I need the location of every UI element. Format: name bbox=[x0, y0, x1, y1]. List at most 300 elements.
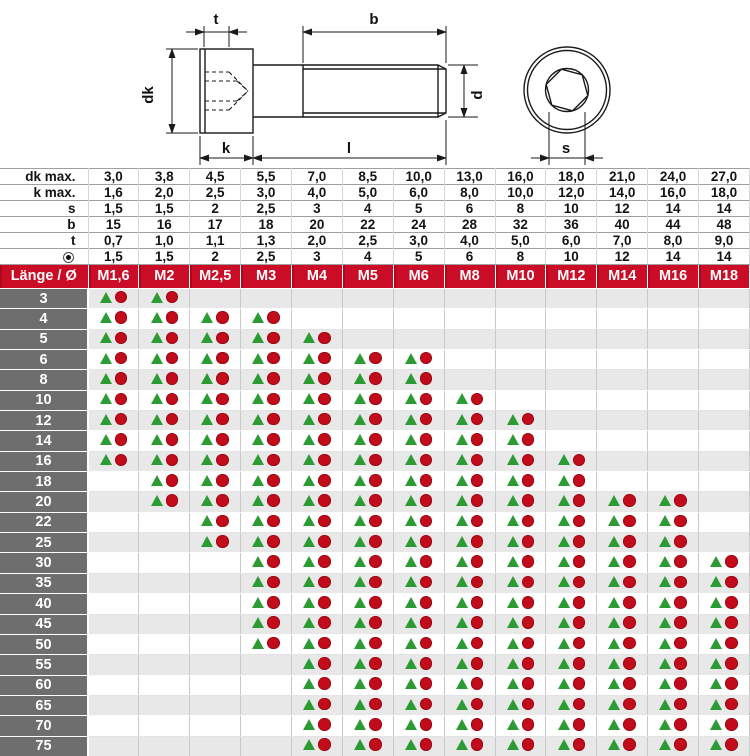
availability-cell bbox=[292, 472, 343, 492]
availability-cell bbox=[495, 411, 546, 431]
availability-cell bbox=[648, 553, 699, 573]
spec-value: 10 bbox=[546, 249, 597, 265]
triangle-icon bbox=[507, 617, 519, 628]
availability-marks bbox=[405, 657, 433, 670]
availability-marks bbox=[507, 637, 535, 650]
availability-marks bbox=[252, 576, 280, 589]
circle-icon bbox=[318, 332, 331, 345]
availability-cell bbox=[495, 736, 546, 756]
availability-marks bbox=[507, 698, 535, 711]
availability-marks bbox=[558, 718, 586, 731]
circle-icon bbox=[318, 433, 331, 446]
triangle-icon bbox=[151, 434, 163, 445]
circle-icon bbox=[318, 698, 331, 711]
availability-cell bbox=[292, 736, 343, 756]
triangle-icon bbox=[354, 739, 366, 750]
length-row-header: 65 bbox=[0, 695, 88, 715]
spec-value: 12 bbox=[597, 249, 648, 265]
availability-marks bbox=[659, 596, 687, 609]
availability-marks bbox=[710, 657, 738, 670]
dim-label-b: b bbox=[369, 11, 379, 28]
triangle-icon bbox=[659, 576, 671, 587]
availability-marks bbox=[558, 474, 586, 487]
availability-marks bbox=[252, 454, 280, 467]
length-row bbox=[0, 533, 750, 553]
triangle-icon bbox=[303, 454, 315, 465]
availability-cell bbox=[495, 675, 546, 695]
availability-marks bbox=[456, 738, 484, 751]
availability-marks bbox=[608, 535, 636, 548]
circle-icon bbox=[471, 433, 484, 446]
availability-marks bbox=[507, 494, 535, 507]
triangle-icon bbox=[456, 678, 468, 689]
length-row bbox=[0, 655, 750, 675]
circle-icon bbox=[216, 393, 229, 406]
availability-cell bbox=[241, 411, 292, 431]
circle-icon bbox=[674, 698, 687, 711]
circle-icon bbox=[573, 535, 586, 548]
spec-value: 5 bbox=[393, 201, 444, 217]
availability-marks bbox=[252, 311, 280, 324]
circle-icon bbox=[623, 616, 636, 629]
availability-cell bbox=[648, 431, 699, 451]
availability-cell bbox=[495, 614, 546, 634]
triangle-icon bbox=[710, 576, 722, 587]
availability-cell bbox=[241, 512, 292, 532]
availability-cell bbox=[699, 716, 750, 736]
availability-marks bbox=[405, 698, 433, 711]
availability-cell bbox=[495, 390, 546, 410]
length-row bbox=[0, 309, 750, 329]
circle-icon bbox=[115, 291, 128, 304]
circle-icon bbox=[369, 393, 382, 406]
spec-value: 3,8 bbox=[139, 169, 190, 185]
circle-icon bbox=[369, 718, 382, 731]
triangle-icon bbox=[507, 699, 519, 710]
spec-value: 18,0 bbox=[699, 185, 750, 201]
circle-icon bbox=[318, 494, 331, 507]
availability-cell bbox=[546, 736, 597, 756]
triangle-icon bbox=[608, 597, 620, 608]
circle-icon bbox=[573, 677, 586, 690]
availability-cell bbox=[139, 451, 190, 471]
availability-cell bbox=[241, 350, 292, 370]
availability-cell bbox=[495, 553, 546, 573]
circle-icon bbox=[369, 555, 382, 568]
triangle-icon bbox=[456, 434, 468, 445]
triangle-icon bbox=[507, 495, 519, 506]
availability-marks bbox=[405, 413, 433, 426]
availability-cell bbox=[139, 675, 190, 695]
triangle-icon bbox=[303, 393, 315, 404]
triangle-icon bbox=[201, 353, 213, 364]
triangle-icon bbox=[151, 454, 163, 465]
availability-cell bbox=[342, 309, 393, 329]
availability-cell bbox=[495, 350, 546, 370]
availability-marks bbox=[303, 657, 331, 670]
availability-marks bbox=[558, 677, 586, 690]
availability-cell bbox=[190, 451, 241, 471]
circle-icon bbox=[725, 596, 738, 609]
triangle-icon bbox=[558, 515, 570, 526]
length-row bbox=[0, 594, 750, 614]
circle-icon bbox=[267, 494, 280, 507]
circle-icon bbox=[522, 494, 535, 507]
circle-icon bbox=[674, 494, 687, 507]
availability-marks bbox=[507, 718, 535, 731]
circle-icon bbox=[674, 718, 687, 731]
triangle-icon bbox=[252, 454, 264, 465]
availability-cell bbox=[139, 289, 190, 309]
spec-value: 1,6 bbox=[88, 185, 139, 201]
hex-socket-icon-center bbox=[66, 255, 71, 260]
spec-value: 15 bbox=[88, 217, 139, 233]
availability-cell bbox=[699, 553, 750, 573]
triangle-icon bbox=[354, 658, 366, 669]
spec-row bbox=[0, 217, 750, 233]
circle-icon bbox=[573, 576, 586, 589]
availability-cell bbox=[393, 655, 444, 675]
availability-cell bbox=[393, 695, 444, 715]
triangle-icon bbox=[558, 556, 570, 567]
triangle-icon bbox=[558, 719, 570, 730]
availability-marks bbox=[456, 718, 484, 731]
triangle-icon bbox=[710, 719, 722, 730]
availability-marks bbox=[558, 738, 586, 751]
availability-cell bbox=[190, 390, 241, 410]
availability-marks bbox=[100, 311, 128, 324]
circle-icon bbox=[420, 352, 433, 365]
availability-cell bbox=[444, 573, 495, 593]
circle-icon bbox=[267, 393, 280, 406]
circle-icon bbox=[166, 372, 179, 385]
triangle-icon bbox=[558, 678, 570, 689]
length-row-header: 30 bbox=[0, 553, 88, 573]
availability-marks bbox=[507, 535, 535, 548]
availability-marks bbox=[354, 454, 382, 467]
spec-row bbox=[0, 249, 750, 265]
spec-value: 12,0 bbox=[546, 185, 597, 201]
availability-marks bbox=[507, 413, 535, 426]
circle-icon bbox=[522, 616, 535, 629]
availability-cell bbox=[241, 573, 292, 593]
triangle-icon bbox=[303, 719, 315, 730]
triangle-icon bbox=[303, 597, 315, 608]
spec-value: 40 bbox=[597, 217, 648, 233]
triangle-icon bbox=[507, 678, 519, 689]
circle-icon bbox=[623, 657, 636, 670]
spec-value: 22 bbox=[342, 217, 393, 233]
availability-cell bbox=[444, 390, 495, 410]
length-row-header: 35 bbox=[0, 573, 88, 593]
circle-icon bbox=[369, 352, 382, 365]
circle-icon bbox=[267, 352, 280, 365]
availability-marks bbox=[456, 657, 484, 670]
spec-row-header: b bbox=[0, 217, 88, 233]
availability-cell bbox=[292, 451, 343, 471]
circle-icon bbox=[573, 474, 586, 487]
availability-cell bbox=[546, 329, 597, 349]
triangle-icon bbox=[303, 434, 315, 445]
spec-value: 28 bbox=[444, 217, 495, 233]
triangle-icon bbox=[558, 617, 570, 628]
availability-cell bbox=[393, 634, 444, 654]
availability-cell bbox=[699, 512, 750, 532]
availability-cell bbox=[241, 533, 292, 553]
spec-value: 48 bbox=[699, 217, 750, 233]
circle-icon bbox=[420, 616, 433, 629]
availability-cell bbox=[139, 695, 190, 715]
availability-cell bbox=[190, 370, 241, 390]
circle-icon bbox=[522, 454, 535, 467]
availability-cell bbox=[444, 716, 495, 736]
triangle-icon bbox=[558, 475, 570, 486]
spec-value: 5,0 bbox=[495, 233, 546, 249]
circle-icon bbox=[674, 738, 687, 751]
length-row bbox=[0, 390, 750, 410]
circle-icon bbox=[573, 596, 586, 609]
circle-icon bbox=[471, 413, 484, 426]
length-row-header: 40 bbox=[0, 594, 88, 614]
circle-icon bbox=[420, 433, 433, 446]
triangle-icon bbox=[659, 719, 671, 730]
length-row bbox=[0, 350, 750, 370]
spec-row bbox=[0, 201, 750, 217]
availability-cell bbox=[546, 614, 597, 634]
availability-marks bbox=[659, 738, 687, 751]
availability-cell bbox=[190, 695, 241, 715]
circle-icon bbox=[420, 413, 433, 426]
availability-cell bbox=[88, 451, 139, 471]
circle-icon bbox=[318, 535, 331, 548]
availability-marks bbox=[252, 474, 280, 487]
availability-cell bbox=[597, 329, 648, 349]
spec-value: 5,0 bbox=[342, 185, 393, 201]
circle-icon bbox=[623, 555, 636, 568]
availability-marks bbox=[354, 515, 382, 528]
spec-value: 8,0 bbox=[648, 233, 699, 249]
availability-cell bbox=[546, 451, 597, 471]
circle-icon bbox=[318, 454, 331, 467]
triangle-icon bbox=[303, 576, 315, 587]
triangle-icon bbox=[303, 536, 315, 547]
availability-marks bbox=[456, 535, 484, 548]
triangle-icon bbox=[201, 332, 213, 343]
circle-icon bbox=[216, 494, 229, 507]
availability-marks bbox=[608, 677, 636, 690]
availability-cell bbox=[495, 289, 546, 309]
diameter-column-header: M8 bbox=[444, 265, 495, 289]
availability-marks bbox=[100, 454, 128, 467]
availability-cell bbox=[597, 573, 648, 593]
triangle-icon bbox=[151, 495, 163, 506]
triangle-icon bbox=[558, 658, 570, 669]
circle-icon bbox=[522, 677, 535, 690]
availability-cell bbox=[546, 655, 597, 675]
availability-marks bbox=[456, 677, 484, 690]
availability-marks bbox=[100, 433, 128, 446]
availability-cell bbox=[495, 716, 546, 736]
length-row-header: 6 bbox=[0, 350, 88, 370]
availability-cell bbox=[393, 553, 444, 573]
spec-value: 3,0 bbox=[393, 233, 444, 249]
triangle-icon bbox=[659, 495, 671, 506]
circle-icon bbox=[166, 393, 179, 406]
availability-marks bbox=[405, 372, 433, 385]
triangle-icon bbox=[710, 597, 722, 608]
availability-cell bbox=[139, 492, 190, 512]
availability-cell bbox=[546, 512, 597, 532]
availability-cell bbox=[444, 634, 495, 654]
triangle-icon bbox=[659, 699, 671, 710]
availability-cell bbox=[190, 289, 241, 309]
spec-value: 6,0 bbox=[546, 233, 597, 249]
length-row bbox=[0, 634, 750, 654]
circle-icon bbox=[674, 616, 687, 629]
triangle-icon bbox=[201, 434, 213, 445]
circle-icon bbox=[420, 657, 433, 670]
circle-icon bbox=[369, 677, 382, 690]
availability-cell bbox=[444, 472, 495, 492]
spec-value: 10,0 bbox=[393, 169, 444, 185]
triangle-icon bbox=[405, 719, 417, 730]
circle-icon bbox=[267, 555, 280, 568]
availability-marks bbox=[151, 474, 179, 487]
availability-cell bbox=[597, 716, 648, 736]
availability-marks bbox=[456, 433, 484, 446]
dim-label-l: l bbox=[346, 140, 352, 157]
circle-icon bbox=[623, 494, 636, 507]
triangle-icon bbox=[100, 414, 112, 425]
triangle-icon bbox=[100, 353, 112, 364]
hidden-socket-lines bbox=[205, 72, 248, 110]
triangle-icon bbox=[608, 556, 620, 567]
availability-marks bbox=[405, 352, 433, 365]
availability-marks bbox=[456, 454, 484, 467]
circle-icon bbox=[522, 474, 535, 487]
circle-icon bbox=[725, 657, 738, 670]
triangle-icon bbox=[303, 739, 315, 750]
availability-marks bbox=[354, 718, 382, 731]
circle-icon bbox=[623, 637, 636, 650]
availability-cell bbox=[444, 350, 495, 370]
availability-cell bbox=[648, 634, 699, 654]
availability-cell bbox=[190, 614, 241, 634]
circle-icon bbox=[573, 494, 586, 507]
availability-cell bbox=[139, 573, 190, 593]
circle-icon bbox=[166, 291, 179, 304]
circle-icon bbox=[420, 637, 433, 650]
availability-marks bbox=[558, 616, 586, 629]
spec-value: 2,5 bbox=[241, 201, 292, 217]
triangle-icon bbox=[252, 353, 264, 364]
triangle-icon bbox=[710, 739, 722, 750]
availability-cell bbox=[139, 472, 190, 492]
circle-icon bbox=[522, 433, 535, 446]
triangle-icon bbox=[252, 495, 264, 506]
triangle-icon bbox=[710, 658, 722, 669]
availability-cell bbox=[139, 370, 190, 390]
availability-marks bbox=[558, 576, 586, 589]
availability-cell bbox=[444, 695, 495, 715]
availability-cell bbox=[292, 573, 343, 593]
spec-value: 32 bbox=[495, 217, 546, 233]
availability-cell bbox=[648, 329, 699, 349]
availability-marks bbox=[252, 372, 280, 385]
length-row-header: 75 bbox=[0, 736, 88, 756]
triangle-icon bbox=[100, 454, 112, 465]
spec-value: 18,0 bbox=[546, 169, 597, 185]
triangle-icon bbox=[201, 475, 213, 486]
spec-row bbox=[0, 185, 750, 201]
triangle-icon bbox=[507, 739, 519, 750]
availability-cell bbox=[88, 370, 139, 390]
circle-icon bbox=[216, 332, 229, 345]
length-row-header: 55 bbox=[0, 655, 88, 675]
availability-cell bbox=[699, 329, 750, 349]
availability-marks bbox=[303, 494, 331, 507]
circle-icon bbox=[267, 474, 280, 487]
availability-marks bbox=[354, 738, 382, 751]
spec-row-header: s bbox=[0, 201, 88, 217]
availability-marks bbox=[151, 433, 179, 446]
availability-cell bbox=[648, 492, 699, 512]
availability-marks bbox=[659, 515, 687, 528]
triangle-icon bbox=[710, 556, 722, 567]
triangle-icon bbox=[201, 536, 213, 547]
availability-cell bbox=[190, 736, 241, 756]
length-row bbox=[0, 411, 750, 431]
availability-cell bbox=[393, 390, 444, 410]
circle-icon bbox=[420, 596, 433, 609]
availability-cell bbox=[393, 289, 444, 309]
availability-cell bbox=[597, 736, 648, 756]
availability-cell bbox=[139, 614, 190, 634]
availability-cell bbox=[88, 695, 139, 715]
availability-marks bbox=[405, 474, 433, 487]
availability-cell bbox=[292, 350, 343, 370]
circle-icon bbox=[674, 576, 687, 589]
triangle-icon bbox=[151, 292, 163, 303]
length-row-header: 4 bbox=[0, 309, 88, 329]
availability-marks bbox=[405, 677, 433, 690]
triangle-icon bbox=[100, 332, 112, 343]
diameter-column-header: M2,5 bbox=[190, 265, 241, 289]
availability-marks bbox=[252, 494, 280, 507]
circle-icon bbox=[573, 698, 586, 711]
triangle-icon bbox=[456, 454, 468, 465]
availability-cell bbox=[139, 512, 190, 532]
circle-icon bbox=[725, 555, 738, 568]
availability-cell bbox=[342, 675, 393, 695]
availability-marks bbox=[354, 393, 382, 406]
triangle-icon bbox=[405, 678, 417, 689]
triangle-icon bbox=[608, 495, 620, 506]
availability-cell bbox=[597, 533, 648, 553]
availability-marks bbox=[659, 616, 687, 629]
availability-marks bbox=[303, 738, 331, 751]
availability-cell bbox=[88, 634, 139, 654]
spec-value: 6 bbox=[444, 201, 495, 217]
length-row bbox=[0, 492, 750, 512]
triangle-icon bbox=[710, 678, 722, 689]
availability-cell bbox=[190, 634, 241, 654]
spec-row-header: t bbox=[0, 233, 88, 249]
triangle-icon bbox=[151, 475, 163, 486]
triangle-icon bbox=[608, 739, 620, 750]
triangle-icon bbox=[354, 515, 366, 526]
availability-cell bbox=[393, 451, 444, 471]
